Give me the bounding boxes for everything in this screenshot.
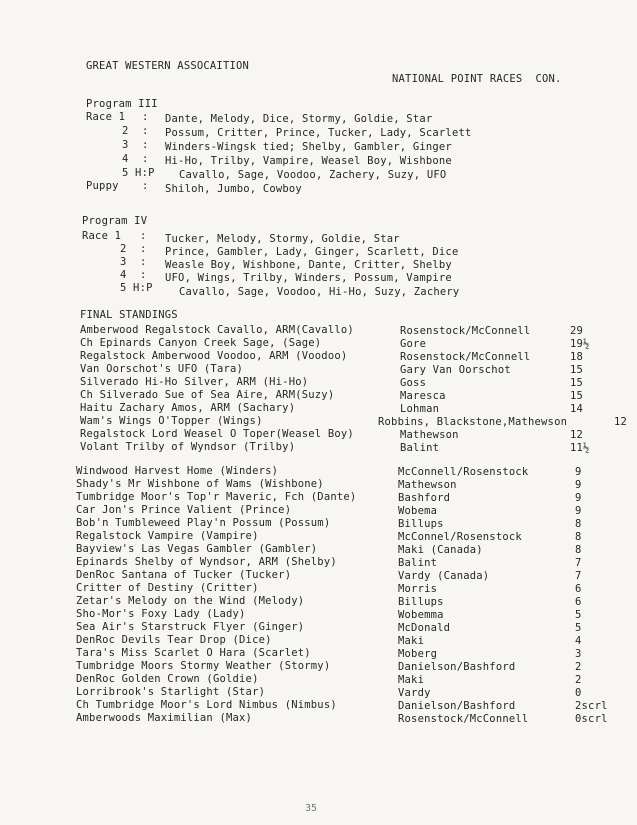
dog-name: Bob'n Tumbleweed Play'n Possum (Possum) [76,517,331,529]
owner-name: Gary Van Oorschot [400,364,511,376]
race-sep: : [142,180,149,192]
dog-name: Critter of Destiny (Critter) [76,582,259,594]
dog-name: Silverado Hi-Ho Silver, ARM (Hi-Ho) [80,376,309,388]
owner-name: Billups [398,596,444,608]
race-label: 4 [120,269,127,281]
dog-name: DenRoc Santana of Tucker (Tucker) [76,569,292,581]
points-value: 2scrl [575,700,608,712]
points-value: 29 [570,325,584,337]
race-results: Cavallo, Sage, Voodoo, Hi-Ho, Suzy, Zachery [179,286,460,298]
dog-name: Car Jon's Prince Valient (Prince) [76,504,292,516]
dog-name: Tumbridge Moors Stormy Weather (Stormy) [76,660,331,672]
race-label: 5 H:P [122,167,155,179]
race-results: Possum, Critter, Prince, Tucker, Lady, Scarlett [165,127,472,139]
race-sep: : [142,139,149,151]
org-title: GREAT WESTERN ASSOCAITION [86,60,250,72]
race-results: Dante, Melody, Dice, Stormy, Goldie, Star [165,113,433,125]
standings-title: FINAL STANDINGS [80,309,178,321]
program-title: Program III [86,98,158,110]
owner-name: Lohman [400,403,440,415]
page-number: 35 [305,803,318,814]
owner-name: Bashford [398,492,451,504]
dog-name: Amberwood Regalstock Cavallo, ARM(Cavallo) [80,324,354,336]
owner-name: McConnel/Rosenstock [398,531,522,543]
points-value: 9 [575,479,582,491]
dog-name: Amberwoods Maximilian (Max) [76,712,253,724]
owner-name: Wobema [398,505,438,517]
dog-name: Volant Trilby of Wyndsor (Trilby) [80,441,296,453]
owner-name: Maki (Canada) [398,544,483,556]
dog-name: Lorribrook's Starlight (Star) [76,686,266,698]
points-value: 7 [575,557,582,569]
owner-name: Maki [398,674,425,686]
owner-name: Robbins, Blackstone,Mathewson [378,416,568,428]
dog-name: Sea Air's Starstruck Flyer (Ginger) [76,621,305,633]
dog-name: Tara's Miss Scarlet O Hara (Scarlet) [76,647,311,659]
points-value: 14 [570,403,584,415]
race-label: Race 1 [86,111,126,123]
dog-name: Ch Silverado Sue of Sea Aire, ARM(Suzy) [80,389,335,401]
event-title: NATIONAL POINT RACES CON. [392,73,562,85]
points-value: 9 [575,505,582,517]
race-label: 5 H:P [120,282,153,294]
dog-name: Shady's Mr Wishbone of Wams (Wishbone) [76,478,324,490]
dog-name: Epinards Shelby of Wyndsor, ARM (Shelby) [76,556,337,568]
points-value: 5 [575,609,582,621]
program-title: Program IV [82,215,148,227]
owner-name: Mathewson [400,429,459,441]
dog-name: Tumbridge Moor's Top'r Maveric, Fch (Dante) [76,491,357,503]
race-label: 2 [120,243,127,255]
owner-name: Danielson/Bashford [398,700,516,712]
points-value: 15 [570,377,584,389]
owner-name: Mathewson [398,479,457,491]
points-value: 5 [575,622,582,634]
points-value: 19½ [570,338,590,350]
owner-name: Vardy (Canada) [398,570,490,582]
owner-name: Vardy [398,687,431,699]
race-results: Cavallo, Sage, Voodoo, Zachery, Suzy, UFO [179,169,447,181]
dog-name: Regalstock Amberwood Voodoo, ARM (Voodoo) [80,350,348,362]
points-value: 15 [570,390,584,402]
points-value: 9 [575,492,582,504]
points-value: 8 [575,531,582,543]
dog-name: Van Oorschot's UFO (Tara) [80,363,244,375]
dog-name: Bayview's Las Vegas Gambler (Gambler) [76,543,318,555]
owner-name: Morris [398,583,438,595]
dog-name: Wam's Wings O'Topper (Wings) [80,415,263,427]
race-results: Tucker, Melody, Stormy, Goldie, Star [165,233,400,245]
owner-name: Wobemma [398,609,444,621]
race-sep: : [140,269,147,281]
race-results: UFO, Wings, Trilby, Winders, Possum, Vampire [165,272,452,284]
owner-name: Rosenstock/McConnell [400,351,531,363]
points-value: 12 [570,429,584,441]
race-label: Race 1 [82,230,122,242]
owner-name: Maki [398,635,425,647]
owner-name: Maresca [400,390,446,402]
points-value: 3 [575,648,582,660]
dog-name: DenRoc Devils Tear Drop (Dice) [76,634,272,646]
owner-name: Balint [398,557,438,569]
owner-name: Danielson/Bashford [398,661,516,673]
race-label: 2 [122,125,129,137]
owner-name: Billups [398,518,444,530]
race-results: Prince, Gambler, Lady, Ginger, Scarlett, Dice [165,246,459,258]
owner-name: Goss [400,377,427,389]
dog-name: Zetar's Melody on the Wind (Melody) [76,595,305,607]
points-value: 12 [614,416,628,428]
points-value: 8 [575,518,582,530]
points-value: 7 [575,570,582,582]
race-sep: : [140,256,147,268]
points-value: 18 [570,351,584,363]
race-sep: : [142,153,149,165]
owner-name: McConnell/Rosenstock [398,466,529,478]
race-sep: : [140,230,147,242]
race-results: Winders-Wingsk tied; Shelby, Gambler, Ginger [165,141,452,153]
race-results: Weasle Boy, Wishbone, Dante, Critter, Shelby [165,259,452,271]
race-sep: : [142,125,149,137]
race-results: Shiloh, Jumbo, Cowboy [165,183,302,195]
points-value: 2 [575,674,582,686]
dog-name: Sho-Mor's Foxy Lady (Lady) [76,608,246,620]
dog-name: Windwood Harvest Home (Winders) [76,465,279,477]
dog-name: Regalstock Lord Weasel O Toper(Weasel Boy) [80,428,354,440]
race-label: 3 [122,139,129,151]
dog-name: Ch Epinards Canyon Creek Sage, (Sage) [80,337,322,349]
points-value: 4 [575,635,582,647]
owner-name: Gore [400,338,427,350]
points-value: 15 [570,364,584,376]
dog-name: DenRoc Golden Crown (Goldie) [76,673,259,685]
dog-name: Haitu Zachary Amos, ARM (Sachary) [80,402,296,414]
owner-name: Balint [400,442,440,454]
race-label: 4 [122,153,129,165]
points-value: 2 [575,661,582,673]
points-value: 11½ [570,442,590,454]
points-value: 6 [575,596,582,608]
race-sep: : [142,111,149,123]
owner-name: Rosenstock/McConnell [400,325,531,337]
dog-name: Ch Tumbridge Moor's Lord Nimbus (Nimbus) [76,699,337,711]
owner-name: Moberg [398,648,438,660]
race-label: 3 [120,256,127,268]
owner-name: Rosenstock/McConnell [398,713,529,725]
race-label: Puppy [86,180,119,192]
dog-name: Regalstock Vampire (Vampire) [76,530,259,542]
race-sep: : [140,243,147,255]
points-value: 0scrl [575,713,608,725]
race-results: Hi-Ho, Trilby, Vampire, Weasel Boy, Wishbone [165,155,452,167]
owner-name: McDonald [398,622,451,634]
points-value: 0 [575,687,582,699]
points-value: 9 [575,466,582,478]
points-value: 8 [575,544,582,556]
points-value: 6 [575,583,582,595]
